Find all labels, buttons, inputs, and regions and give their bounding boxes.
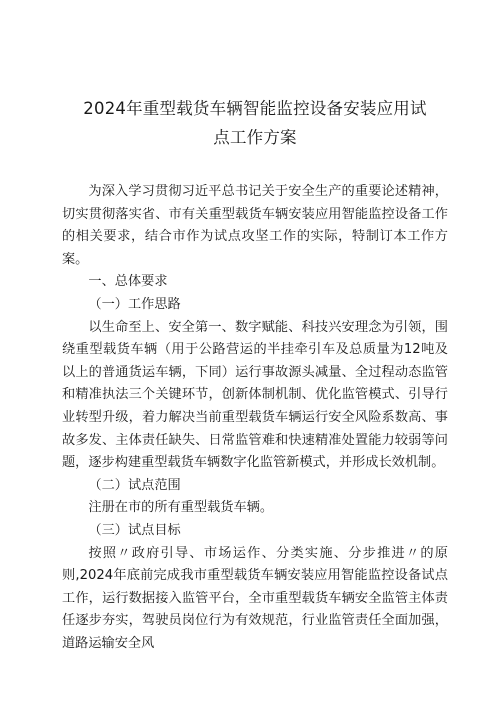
document-body xyxy=(62,181,448,655)
intro-paragraph: 为深入学习贯彻习近平总书记关于安全生产的重要论述精神，切实贯彻落实省、市有关重型载货车辆安装应用智能监控设备工作的相关要求，结合市作为试点攻坚工作的实际，特制订本工作方案。 xyxy=(62,184,448,267)
pilot-goals-paragraph: 按照〃政府引导、市场运作、分类实施、分步推进〃的原则,2024年底前完成我市重型载货车辆安装应用智能监控设备试点工作，运行数据接入监管平台，全市重型载货车辆安全监管主体责任逐步夯实，驾驶员岗位行为有效规范，行业监管责任全面加强，道路运输安全风 xyxy=(62,545,448,651)
subsection-heading-work-approach: （一）工作思路 xyxy=(88,296,181,312)
document-title-line-2: 点工作方案 xyxy=(213,128,297,147)
section-heading-general-requirements: 一、总体要求 xyxy=(88,274,168,290)
work-approach-paragraph: 以生命至上、安全第一、数字赋能、科技兴安理念为引领，围绕重型载货车辆（用于公路营运的半挂牵引车及总质量为12吨及以上的普通货运车辆，下同）运行事故源头减量、全过程动态监管和精准执法三个关键环节，创新体制机制、优化监管模式、引导行业转型升级，着力解决当前重型载货车辆运行安全风险系数高、事故多发、主体责任缺失、日常监管难和快速精准处置能力较弱等问题，逐步构建重型载货车辆数字化监管新模式，并形成长效机制。 xyxy=(62,319,448,471)
subsection-heading-pilot-goals: （三）试点目标 xyxy=(88,522,181,538)
pilot-scope-paragraph: 注册在市的所有重型载货车辆。 xyxy=(88,500,274,516)
document-title xyxy=(62,94,448,152)
subsection-heading-pilot-scope: （二）试点范围 xyxy=(88,477,181,493)
document-title-line-1: 2024年重型载货车辆智能监控设备安装应用试 xyxy=(83,99,427,118)
